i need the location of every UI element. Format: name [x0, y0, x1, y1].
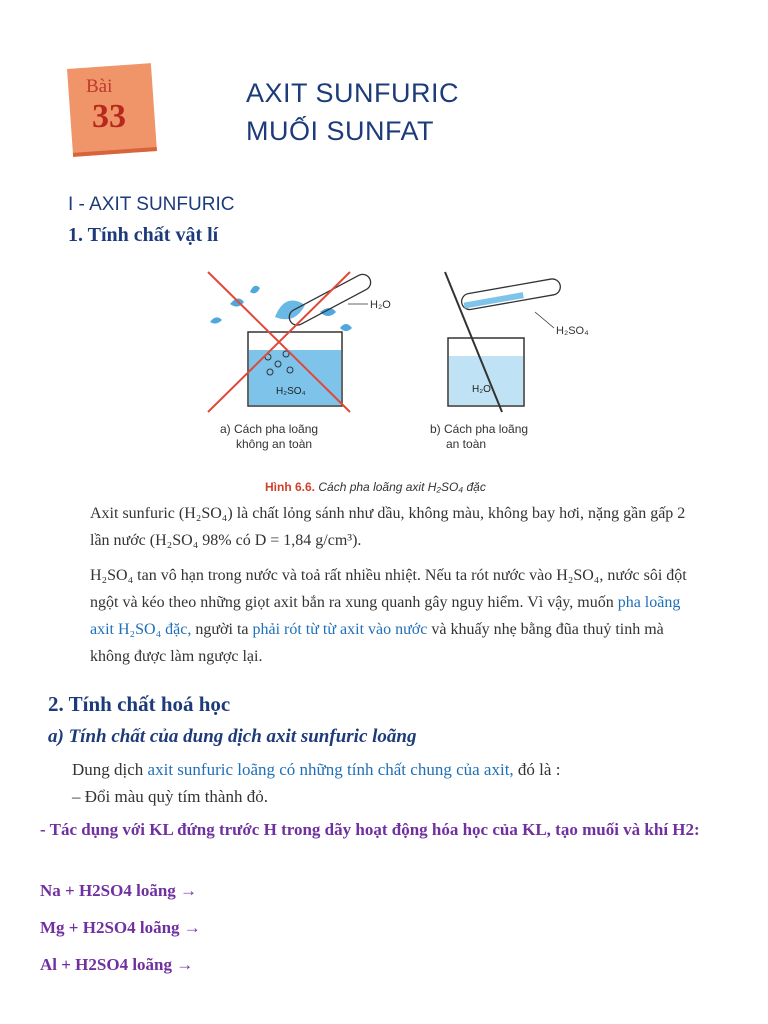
section-heading: I - AXIT SUNFURIC	[68, 194, 235, 215]
sub-heading-chemical: 2. Tính chất hoá học	[48, 692, 231, 716]
safe-beaker-illustration	[445, 272, 589, 412]
figure-title: Hình 6.6. Cách pha loãng axit H₂SO₄ đặc	[265, 480, 486, 494]
paragraph-acid-properties: Dung dịch axit sunfuric loãng có những tính chất chung của axit, đó là : – Đổi màu quỳ tím thành đỏ.	[72, 760, 561, 806]
label-h2so4-left: H₂SO₄	[276, 386, 306, 397]
page-title-line1: AXIT SUNFURIC	[246, 78, 460, 108]
dilution-figure	[190, 262, 610, 422]
reaction-al: Al + H2SO4 loãng →	[40, 955, 194, 974]
sub-heading-physical: 1. Tính chất vật lí	[68, 224, 219, 246]
reaction-na: Na + H2SO4 loãng →	[40, 881, 198, 900]
lesson-badge-word: Bài	[86, 76, 113, 97]
figure-caption-b: b) Cách pha loãng an toàn	[430, 422, 529, 451]
unsafe-beaker-illustration	[208, 272, 391, 412]
paragraph-physical-properties: Axit sunfuric (H₂SO₄) là chất lỏng sánh như dầu, không màu, không bay hơi, nặng gần gấp 2 lần nước (H₂SO₄ 98% có D = 1,84 g/cm³).	[90, 505, 686, 549]
note-metal-reaction: - Tác dụng với KL đứng trước H trong dãy hoạt động hóa học của KL, tạo muối và khí H2:	[40, 820, 700, 839]
figure-caption-a: a) Cách pha loãng không an toàn	[220, 422, 319, 451]
label-h2o: H₂O	[370, 299, 391, 311]
sub-heading-dilute-acid: a) Tính chất của dung dịch axit sunfuric loãng	[48, 726, 417, 747]
paragraph-dilution-warning: H₂SO₄ tan vô hạn trong nước và toả rất nhiều nhiệt. Nếu ta rót nước vào H₂SO₄, nước sôi đột ngột và kéo theo những giọt axit bắn ra xung quanh gây nguy hiểm. Vì vậy, muốn pha loãng axit H₂SO₄ đặc, người ta phải rót từ từ axit vào nước và khuấy nhẹ bằng đũa thuỷ tinh mà không được làm ngược lại.	[90, 567, 687, 665]
lesson-badge-number: 33	[92, 98, 126, 135]
page-title-line2: MUỐI SUNFAT	[246, 116, 435, 146]
reaction-mg: Mg + H2SO4 loãng →	[40, 918, 201, 937]
label-h2o-right: H₂O	[472, 384, 491, 395]
label-h2so4-right: H₂SO₄	[556, 325, 589, 337]
